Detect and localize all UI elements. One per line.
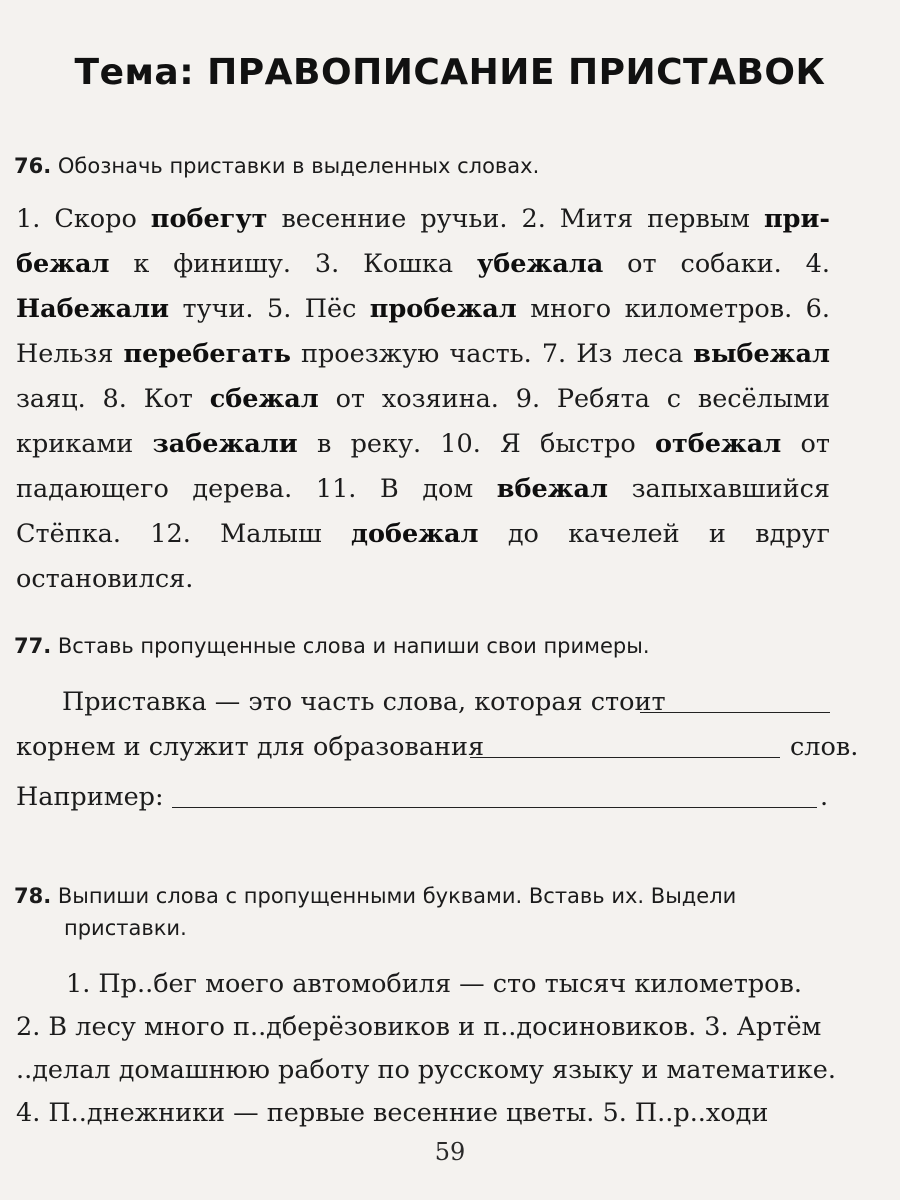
text-segment: в реку. 10. Я быстро [297, 429, 655, 459]
page-title: Тема: ПРАВОПИСАНИЕ ПРИСТАВОК [74, 52, 826, 93]
highlighted-word: побегут [150, 204, 268, 234]
highlighted-word: перебегать [123, 339, 291, 369]
task-77-line-3: Например: [16, 782, 164, 812]
text-segment: до качелей и вдруг остановился. [16, 519, 831, 594]
highlighted-word: забежали [152, 429, 298, 459]
task-78-line-2: 2. В лесу много п..дберёзовиков и п..досиновиков. 3. Артём [16, 1012, 822, 1042]
text-segment: много километров. 6. Нельзя [16, 294, 830, 369]
highlighted-word: выбежал [693, 339, 831, 369]
task-78-instruction: Выпиши слова с пропущенными буквами. Вставь их. Выдели [57, 884, 737, 908]
task-76-instruction: Обозначь приставки в выделенных словах. [57, 154, 540, 178]
text-segment: запыхавшийся Стёпка. 12. Малыш [16, 474, 830, 549]
answer-blank-3[interactable] [172, 807, 817, 808]
task-77-line-2-end: слов. [790, 732, 859, 762]
highlighted-word: отбежал [654, 429, 782, 459]
text-segment: весенние ручьи. 2. Митя первым [267, 204, 764, 234]
text-segment: тучи. 5. Пёс [169, 294, 370, 324]
text-segment: от падающего дерева. 11. В дом [16, 429, 830, 504]
task-78-line-3: ..делал домашнюю работу по русскому языку и математике. [16, 1055, 836, 1085]
task-78-line-4: 4. П..днежники — первые весенние цветы. 5. П..р..ходи [16, 1098, 769, 1128]
text-segment: к финишу. 3. Кошка [109, 249, 477, 279]
task-78-number: 78. [14, 884, 52, 908]
task-78-line-1: 1. Пр..бег моего автомобиля — сто тысяч километров. [66, 969, 803, 999]
highlighted-word: вбежал [496, 474, 608, 504]
task-77-number: 77. [14, 634, 52, 658]
text-segment: от хозяина. 9. Ребята с весёлыми криками [16, 384, 830, 459]
task-77-instruction: Вставь пропущенные слова и напиши свои примеры. [57, 634, 650, 658]
task-78-instruction-cont: приставки. [64, 916, 187, 940]
highlighted-word: добежал [351, 519, 479, 549]
highlighted-word: Набежали [16, 294, 170, 324]
text-segment: заяц. 8. Кот [16, 384, 210, 414]
answer-blank-2[interactable] [470, 757, 780, 758]
page-number: 59 [434, 1138, 466, 1166]
text-segment: проезжую часть. 7. Из леса [290, 339, 694, 369]
highlighted-word: прибежал [16, 204, 830, 279]
task-77-header [14, 630, 834, 662]
task-77-line-2: корнем и служит для образования [16, 732, 485, 762]
task-76-number: 76. [14, 154, 52, 178]
task-77-line-1: Приставка — это часть слова, которая стоит [62, 687, 666, 717]
task-76-text [16, 197, 830, 602]
task-77-line-3-end: . [820, 782, 829, 812]
text-segment: 1. Скоро [16, 204, 151, 234]
answer-blank-1[interactable] [640, 712, 830, 713]
text-segment: от собаки. 4. [603, 249, 830, 279]
highlighted-word: пробежал [369, 294, 517, 324]
highlighted-word: убежала [476, 249, 604, 279]
task-76-header [14, 150, 834, 182]
highlighted-word: сбежал [209, 384, 319, 414]
task-78-header [14, 880, 834, 944]
